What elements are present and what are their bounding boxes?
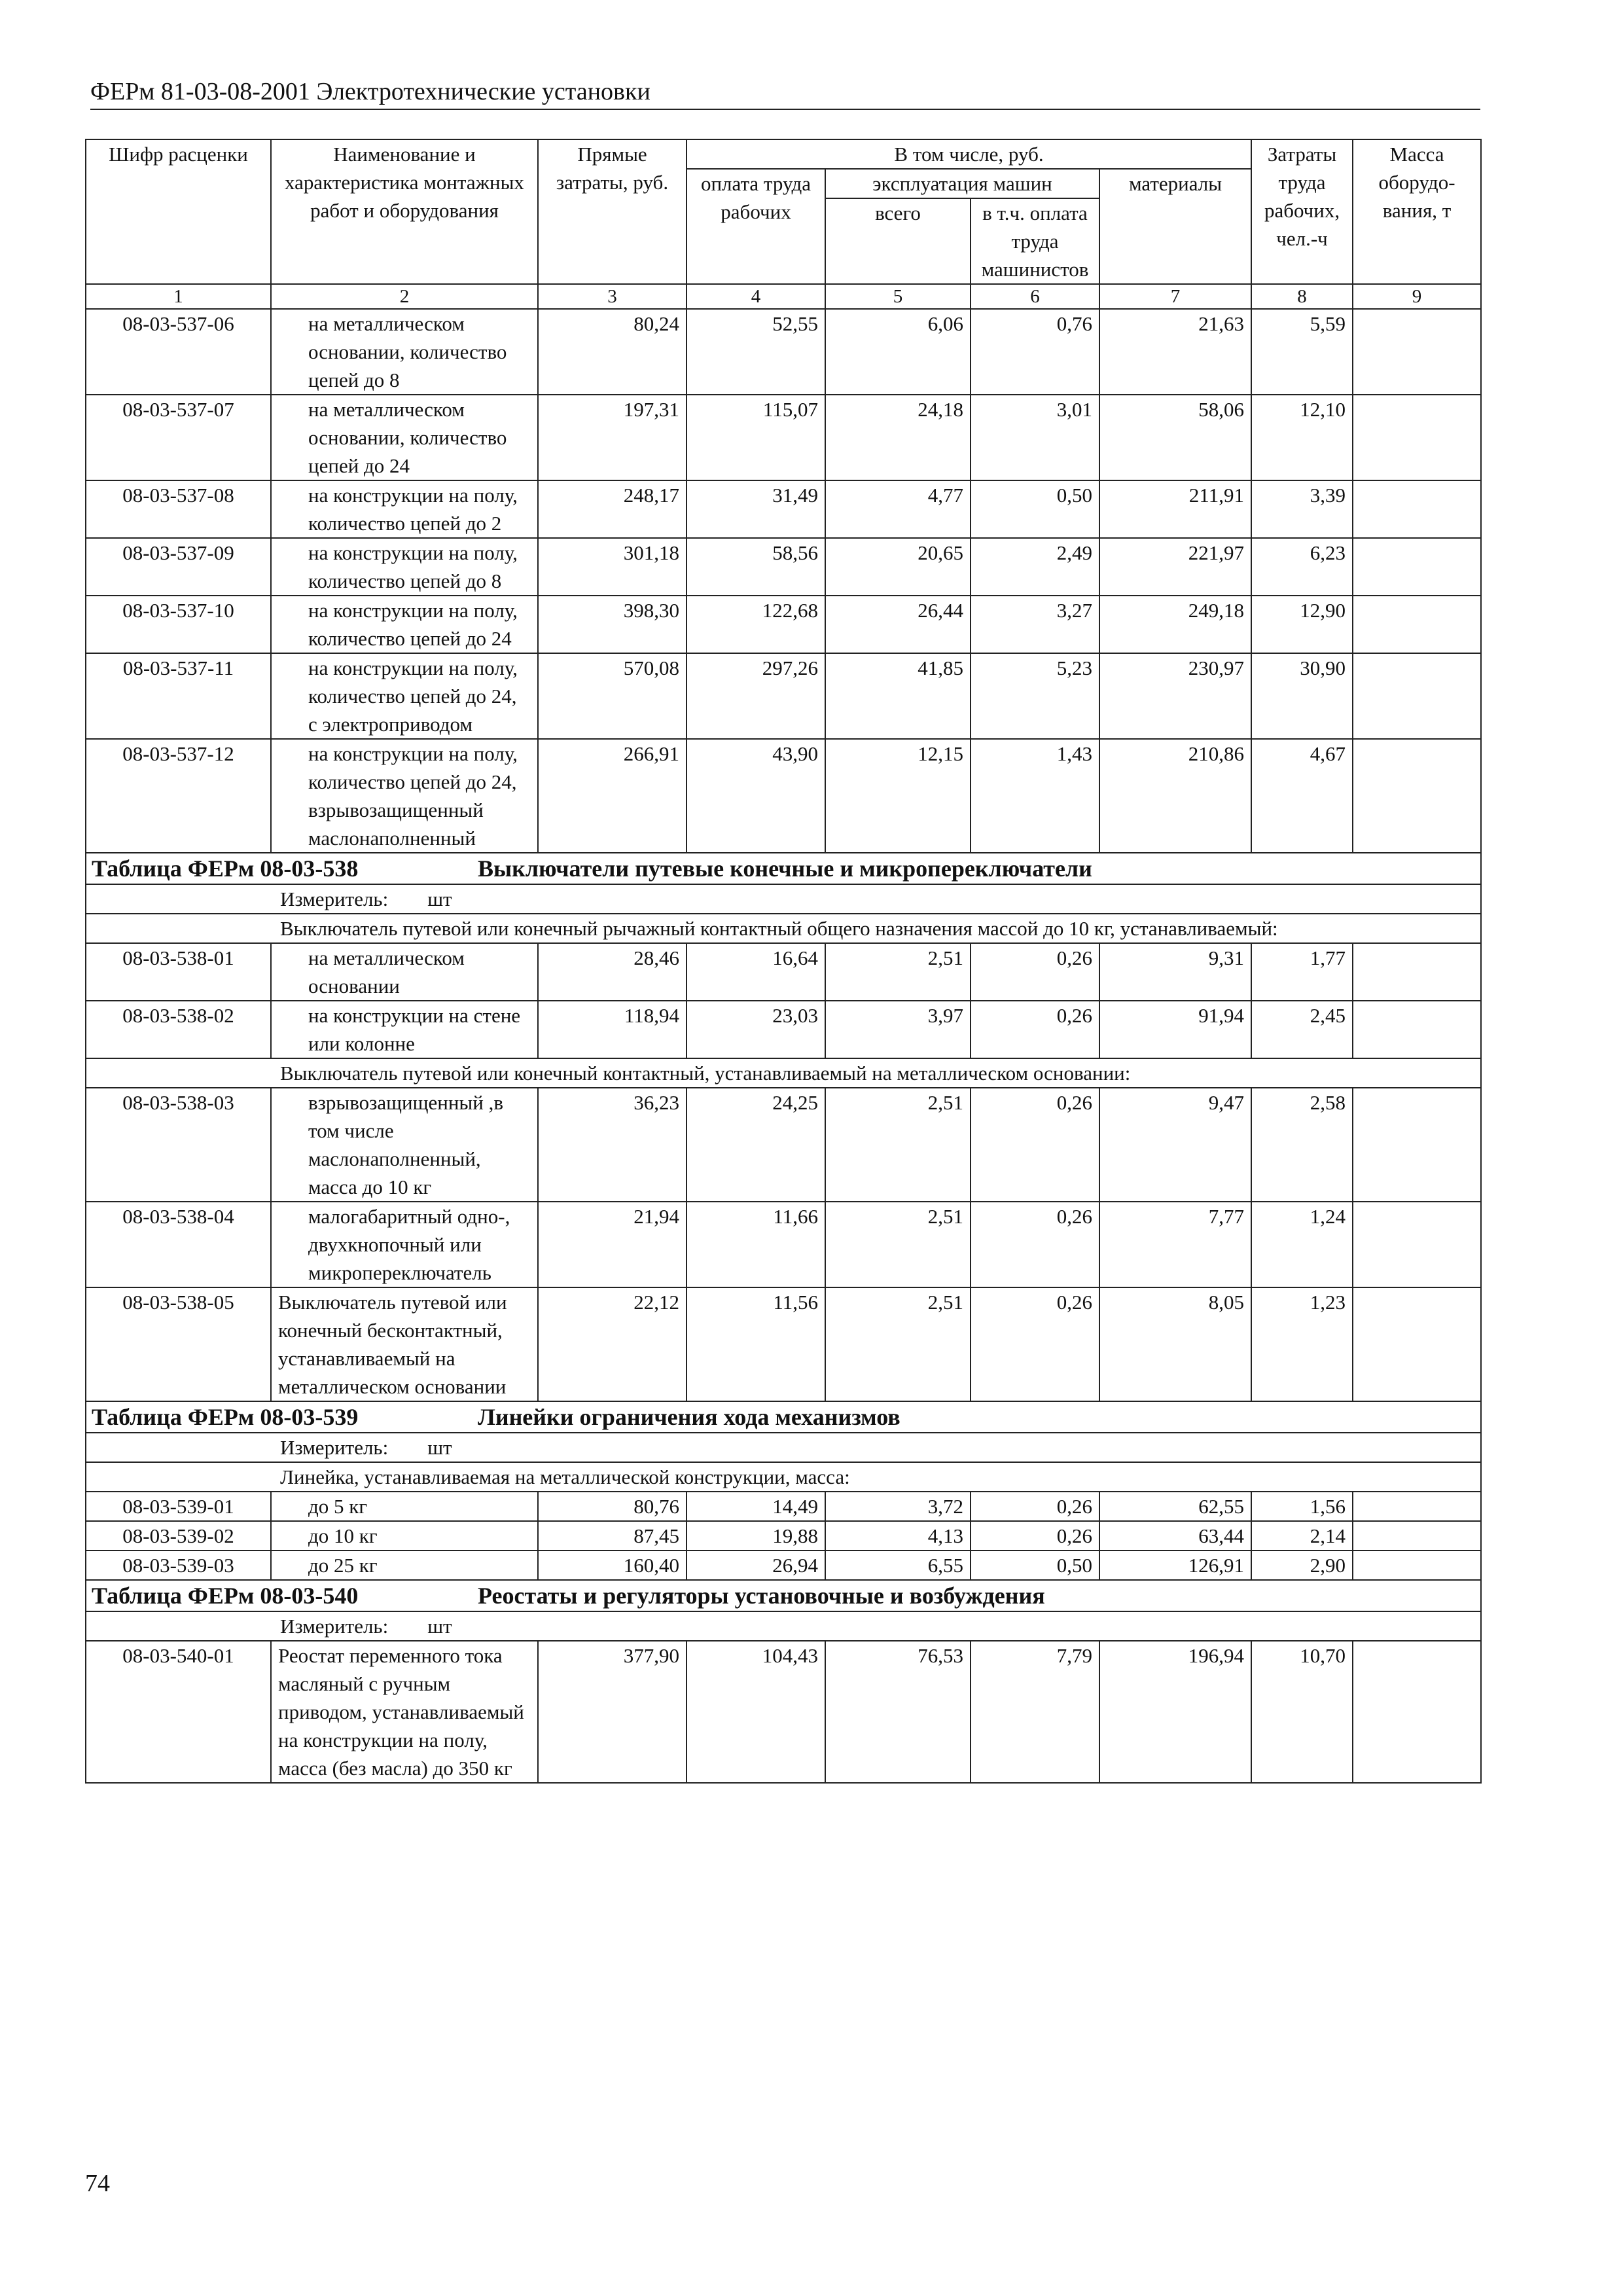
rate-code: 08-03-537-11 xyxy=(86,653,271,739)
table-row xyxy=(86,1001,1481,1058)
column-number: 3 xyxy=(538,284,687,309)
value-direct: 398,30 xyxy=(538,596,687,653)
rate-code: 08-03-539-03 xyxy=(86,1551,271,1580)
col-header-including: В том числе, руб. xyxy=(687,139,1251,169)
value-machines: 12,15 xyxy=(825,739,971,853)
section-table-code: Таблица ФЕРм 08-03-538 xyxy=(92,855,359,882)
value-wages: 24,25 xyxy=(687,1088,825,1202)
value-machinist: 0,50 xyxy=(971,1551,1099,1580)
value-wages: 58,56 xyxy=(687,538,825,596)
value-labor: 5,59 xyxy=(1251,309,1353,395)
table-row xyxy=(86,1641,1481,1783)
table-row xyxy=(86,480,1481,538)
value-mass xyxy=(1353,1492,1481,1521)
group-heading-row xyxy=(86,1058,1481,1088)
col-header-machines: эксплуатация машин xyxy=(825,169,1099,198)
section-title-cell xyxy=(86,1401,1481,1433)
page-number: 74 xyxy=(85,2170,110,2197)
group-heading: Выключатель путевой или конечный контактный, устанавливаемый на металлическом основании: xyxy=(86,1058,1481,1088)
value-materials: 249,18 xyxy=(1099,596,1251,653)
table-section-title xyxy=(86,1580,1481,1611)
value-machinist: 2,49 xyxy=(971,538,1099,596)
rate-code: 08-03-539-01 xyxy=(86,1492,271,1521)
section-table-code: Таблица ФЕРм 08-03-540 xyxy=(92,1583,359,1609)
value-wages: 19,88 xyxy=(687,1521,825,1551)
value-materials: 91,94 xyxy=(1099,1001,1251,1058)
value-direct: 301,18 xyxy=(538,538,687,596)
value-machinist: 0,26 xyxy=(971,943,1099,1001)
value-direct: 266,91 xyxy=(538,739,687,853)
value-materials: 221,97 xyxy=(1099,538,1251,596)
value-machinist: 0,26 xyxy=(971,1202,1099,1287)
unit-label: Измеритель: xyxy=(280,1615,389,1638)
value-mass xyxy=(1353,943,1481,1001)
work-description: малогабаритный одно-, двухкнопочный или микропереключатель xyxy=(271,1202,538,1287)
value-direct: 21,94 xyxy=(538,1202,687,1287)
value-wages: 115,07 xyxy=(687,395,825,480)
value-labor: 2,14 xyxy=(1251,1521,1353,1551)
value-machines: 20,65 xyxy=(825,538,971,596)
value-wages: 104,43 xyxy=(687,1641,825,1783)
value-materials: 63,44 xyxy=(1099,1521,1251,1551)
value-materials: 126,91 xyxy=(1099,1551,1251,1580)
document-header: ФЕРм 81-03-08-2001 Электротехнические установки xyxy=(90,78,651,105)
table-row xyxy=(86,943,1481,1001)
col-header-mass: Масса оборудо-вания, т xyxy=(1353,139,1481,284)
unit-cell xyxy=(86,1611,1481,1641)
value-wages: 31,49 xyxy=(687,480,825,538)
value-machines: 4,77 xyxy=(825,480,971,538)
value-materials: 211,91 xyxy=(1099,480,1251,538)
work-description: до 5 кг xyxy=(271,1492,538,1521)
value-labor: 1,56 xyxy=(1251,1492,1353,1521)
value-machines: 6,55 xyxy=(825,1551,971,1580)
value-mass xyxy=(1353,538,1481,596)
work-description: взрывозащищенный ,в том числе маслонаполненный, масса до 10 кг xyxy=(271,1088,538,1202)
value-materials: 58,06 xyxy=(1099,395,1251,480)
value-labor: 1,77 xyxy=(1251,943,1353,1001)
work-description: Выключатель путевой или конечный бесконтактный, устанавливаемый на металлическом основании xyxy=(271,1287,538,1401)
unit-value: шт xyxy=(427,1436,452,1459)
value-mass xyxy=(1353,739,1481,853)
value-labor: 2,45 xyxy=(1251,1001,1353,1058)
table-section-title xyxy=(86,853,1481,884)
rate-code: 08-03-539-02 xyxy=(86,1521,271,1551)
section-title-cell xyxy=(86,853,1481,884)
work-description: на металлическом основании, количество цепей до 24 xyxy=(271,395,538,480)
value-mass xyxy=(1353,480,1481,538)
value-machinist: 0,50 xyxy=(971,480,1099,538)
value-machinist: 0,76 xyxy=(971,309,1099,395)
value-materials: 9,31 xyxy=(1099,943,1251,1001)
col-header-labor: Затраты труда рабочих, чел.-ч xyxy=(1251,139,1353,284)
value-mass xyxy=(1353,653,1481,739)
value-wages: 14,49 xyxy=(687,1492,825,1521)
table-row xyxy=(86,538,1481,596)
value-materials: 62,55 xyxy=(1099,1492,1251,1521)
value-direct: 197,31 xyxy=(538,395,687,480)
column-number: 1 xyxy=(86,284,271,309)
rate-code: 08-03-538-01 xyxy=(86,943,271,1001)
group-heading: Выключатель путевой или конечный рычажный контактный общего назначения массой до 10 кг, устанавливаемый: xyxy=(86,914,1481,943)
table-row xyxy=(86,596,1481,653)
value-wages: 52,55 xyxy=(687,309,825,395)
column-number: 6 xyxy=(971,284,1099,309)
table-row xyxy=(86,1287,1481,1401)
value-labor: 4,67 xyxy=(1251,739,1353,853)
value-machinist: 3,01 xyxy=(971,395,1099,480)
section-table-title: Линейки ограничения хода механизмов xyxy=(478,1404,901,1430)
value-machinist: 0,26 xyxy=(971,1492,1099,1521)
value-wages: 11,66 xyxy=(687,1202,825,1287)
value-mass xyxy=(1353,309,1481,395)
value-materials: 21,63 xyxy=(1099,309,1251,395)
unit-row xyxy=(86,884,1481,914)
value-direct: 570,08 xyxy=(538,653,687,739)
unit-row xyxy=(86,1433,1481,1462)
column-number: 4 xyxy=(687,284,825,309)
value-labor: 1,23 xyxy=(1251,1287,1353,1401)
unit-label: Измеритель: xyxy=(280,1436,389,1459)
table-row xyxy=(86,1551,1481,1580)
unit-cell xyxy=(86,884,1481,914)
value-wages: 43,90 xyxy=(687,739,825,853)
value-machinist: 0,26 xyxy=(971,1001,1099,1058)
rate-code: 08-03-537-09 xyxy=(86,538,271,596)
value-machinist: 7,79 xyxy=(971,1641,1099,1783)
value-wages: 16,64 xyxy=(687,943,825,1001)
value-machines: 2,51 xyxy=(825,943,971,1001)
value-labor: 12,90 xyxy=(1251,596,1353,653)
rates-table xyxy=(85,139,1482,1784)
value-labor: 3,39 xyxy=(1251,480,1353,538)
value-direct: 22,12 xyxy=(538,1287,687,1401)
value-machines: 3,72 xyxy=(825,1492,971,1521)
value-direct: 36,23 xyxy=(538,1088,687,1202)
value-direct: 87,45 xyxy=(538,1521,687,1551)
value-machines: 2,51 xyxy=(825,1287,971,1401)
table-row xyxy=(86,653,1481,739)
work-description: Реостат переменного тока масляный с ручным приводом, устанавливаемый на конструкции на полу, масса (без масла) до 350 кг xyxy=(271,1641,538,1783)
rate-code: 08-03-540-01 xyxy=(86,1641,271,1783)
value-machinist: 0,26 xyxy=(971,1521,1099,1551)
section-table-code: Таблица ФЕРм 08-03-539 xyxy=(92,1404,359,1430)
section-table-title: Реостаты и регуляторы установочные и возбуждения xyxy=(478,1583,1045,1609)
work-description: на конструкции на полу, количество цепей до 8 xyxy=(271,538,538,596)
value-labor: 1,24 xyxy=(1251,1202,1353,1287)
unit-label: Измеритель: xyxy=(280,888,389,910)
value-labor: 30,90 xyxy=(1251,653,1353,739)
value-materials: 9,47 xyxy=(1099,1088,1251,1202)
value-machines: 6,06 xyxy=(825,309,971,395)
rate-code: 08-03-538-02 xyxy=(86,1001,271,1058)
col-header-wages: оплата труда рабочих xyxy=(687,169,825,284)
group-heading-row xyxy=(86,914,1481,943)
value-wages: 297,26 xyxy=(687,653,825,739)
group-heading-row xyxy=(86,1462,1481,1492)
value-mass xyxy=(1353,1521,1481,1551)
value-materials: 8,05 xyxy=(1099,1287,1251,1401)
col-header-machines-total: всего xyxy=(825,198,971,284)
value-mass xyxy=(1353,1202,1481,1287)
value-machinist: 0,26 xyxy=(971,1088,1099,1202)
value-machines: 2,51 xyxy=(825,1202,971,1287)
value-direct: 80,24 xyxy=(538,309,687,395)
value-machinist: 3,27 xyxy=(971,596,1099,653)
work-description: на металлическом основании, количество цепей до 8 xyxy=(271,309,538,395)
value-wages: 23,03 xyxy=(687,1001,825,1058)
column-numbers-row xyxy=(86,284,1481,309)
rate-code: 08-03-537-07 xyxy=(86,395,271,480)
col-header-code: Шифр расценки xyxy=(86,139,271,284)
column-number: 8 xyxy=(1251,284,1353,309)
rate-code: 08-03-537-10 xyxy=(86,596,271,653)
value-direct: 80,76 xyxy=(538,1492,687,1521)
table-row xyxy=(86,739,1481,853)
value-direct: 377,90 xyxy=(538,1641,687,1783)
col-header-name: Наименование и характеристика монтажных работ и оборудования xyxy=(271,139,538,284)
col-header-machinist-wages: в т.ч. оплата труда машинистов xyxy=(971,198,1099,284)
value-labor: 2,58 xyxy=(1251,1088,1353,1202)
table-section-title xyxy=(86,1401,1481,1433)
table-row xyxy=(86,395,1481,480)
value-mass xyxy=(1353,395,1481,480)
rate-code: 08-03-537-12 xyxy=(86,739,271,853)
work-description: до 25 кг xyxy=(271,1551,538,1580)
value-wages: 122,68 xyxy=(687,596,825,653)
value-labor: 2,90 xyxy=(1251,1551,1353,1580)
value-machinist: 1,43 xyxy=(971,739,1099,853)
col-header-direct: Прямые затраты, руб. xyxy=(538,139,687,284)
value-mass xyxy=(1353,596,1481,653)
rate-code: 08-03-538-03 xyxy=(86,1088,271,1202)
table-row xyxy=(86,1521,1481,1551)
column-number: 2 xyxy=(271,284,538,309)
header-divider xyxy=(90,109,1480,110)
table-row xyxy=(86,1492,1481,1521)
value-machines: 26,44 xyxy=(825,596,971,653)
table-row xyxy=(86,1202,1481,1287)
work-description: на конструкции на стене или колонне xyxy=(271,1001,538,1058)
column-number: 7 xyxy=(1099,284,1251,309)
unit-value: шт xyxy=(427,888,452,910)
rate-code: 08-03-538-04 xyxy=(86,1202,271,1287)
unit-row xyxy=(86,1611,1481,1641)
value-wages: 11,56 xyxy=(687,1287,825,1401)
value-mass xyxy=(1353,1551,1481,1580)
value-direct: 248,17 xyxy=(538,480,687,538)
value-labor: 12,10 xyxy=(1251,395,1353,480)
value-machines: 3,97 xyxy=(825,1001,971,1058)
value-mass xyxy=(1353,1287,1481,1401)
work-description: на конструкции на полу, количество цепей до 24 xyxy=(271,596,538,653)
value-machines: 2,51 xyxy=(825,1088,971,1202)
value-materials: 196,94 xyxy=(1099,1641,1251,1783)
unit-value: шт xyxy=(427,1615,452,1638)
value-machines: 76,53 xyxy=(825,1641,971,1783)
value-mass xyxy=(1353,1088,1481,1202)
value-materials: 210,86 xyxy=(1099,739,1251,853)
value-machines: 41,85 xyxy=(825,653,971,739)
unit-cell xyxy=(86,1433,1481,1462)
rate-code: 08-03-537-06 xyxy=(86,309,271,395)
value-direct: 160,40 xyxy=(538,1551,687,1580)
work-description: на конструкции на полу, количество цепей до 2 xyxy=(271,480,538,538)
value-machinist: 0,26 xyxy=(971,1287,1099,1401)
value-machinist: 5,23 xyxy=(971,653,1099,739)
value-machines: 24,18 xyxy=(825,395,971,480)
work-description: до 10 кг xyxy=(271,1521,538,1551)
group-heading: Линейка, устанавливаемая на металлической конструкции, масса: xyxy=(86,1462,1481,1492)
table-row xyxy=(86,309,1481,395)
rate-code: 08-03-538-05 xyxy=(86,1287,271,1401)
value-labor: 6,23 xyxy=(1251,538,1353,596)
column-number: 9 xyxy=(1353,284,1481,309)
work-description: на конструкции на полу, количество цепей до 24, с электроприводом xyxy=(271,653,538,739)
value-mass xyxy=(1353,1001,1481,1058)
section-table-title: Выключатели путевые конечные и микропереключатели xyxy=(478,855,1092,882)
value-materials: 230,97 xyxy=(1099,653,1251,739)
value-mass xyxy=(1353,1641,1481,1783)
value-direct: 28,46 xyxy=(538,943,687,1001)
column-number: 5 xyxy=(825,284,971,309)
value-wages: 26,94 xyxy=(687,1551,825,1580)
value-materials: 7,77 xyxy=(1099,1202,1251,1287)
section-title-cell xyxy=(86,1580,1481,1611)
rate-code: 08-03-537-08 xyxy=(86,480,271,538)
work-description: на конструкции на полу, количество цепей до 24, взрывозащищенный маслонаполненный xyxy=(271,739,538,853)
value-machines: 4,13 xyxy=(825,1521,971,1551)
col-header-materials: материалы xyxy=(1099,169,1251,284)
table-row xyxy=(86,1088,1481,1202)
value-labor: 10,70 xyxy=(1251,1641,1353,1783)
work-description: на металлическом основании xyxy=(271,943,538,1001)
value-direct: 118,94 xyxy=(538,1001,687,1058)
